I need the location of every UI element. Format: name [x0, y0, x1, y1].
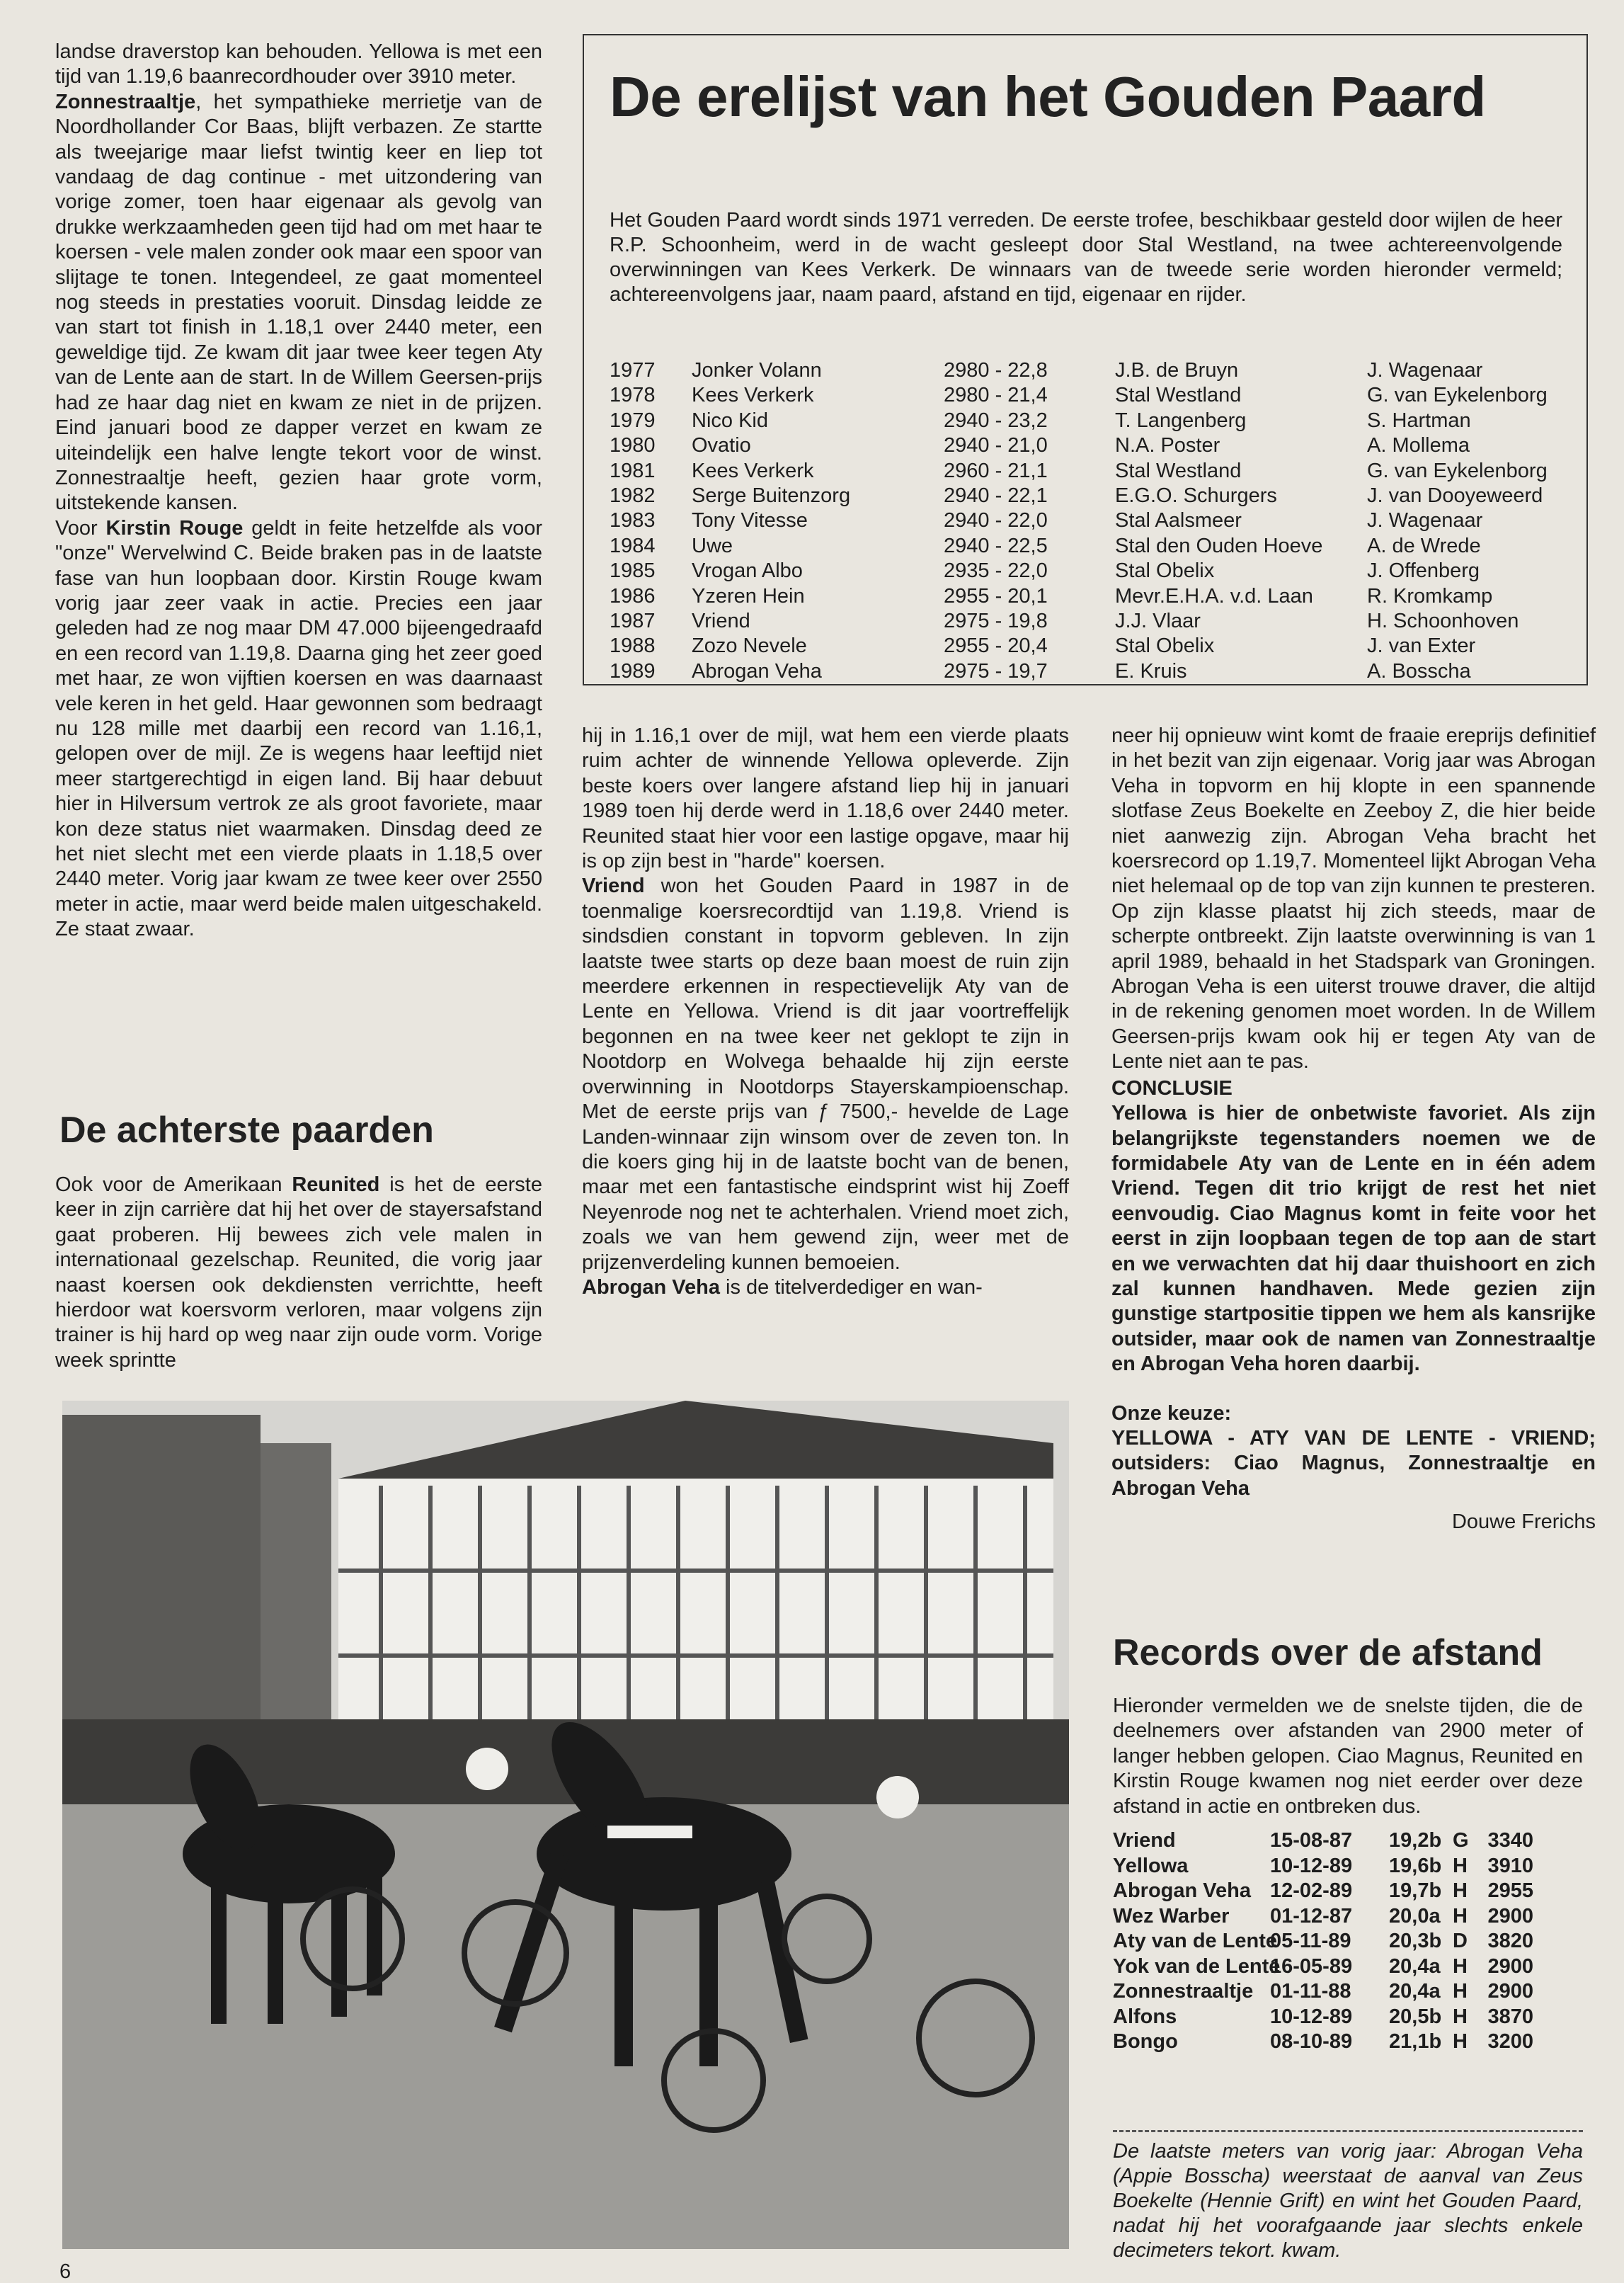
- winner-dist: 2940 - 23,2: [944, 409, 1048, 432]
- records-table: [1113, 1828, 1533, 2055]
- horse-name: Zonnestraaltje: [55, 90, 196, 113]
- winner-horse: Serge Buitenzorg: [692, 484, 851, 508]
- section-heading: [59, 1109, 434, 1151]
- record-time: 20,5b: [1389, 2005, 1442, 2028]
- winner-year: 1984: [610, 534, 656, 557]
- record-dist: 3820: [1487, 1930, 1533, 1952]
- winner-owner: Stal Westland: [1115, 384, 1242, 407]
- author: Douwe Frerichs: [1451, 1510, 1596, 1534]
- winner-year: 1978: [610, 384, 656, 407]
- winner-row: [610, 508, 1579, 533]
- page-number: 6: [59, 2260, 72, 2283]
- record-row: [1113, 2005, 1533, 2030]
- record-track: H: [1453, 1854, 1468, 1877]
- winner-row: [610, 659, 1579, 684]
- record-track: H: [1453, 1879, 1468, 1902]
- record-date: 05-11-89: [1270, 1930, 1351, 1952]
- column-middle: [582, 724, 1069, 1300]
- record-row: [1113, 1979, 1533, 2005]
- record-dist: 3200: [1487, 2030, 1533, 2053]
- winner-driver: J. Wagenaar: [1367, 509, 1483, 533]
- winner-owner: Stal den Ouden Hoeve: [1115, 534, 1323, 557]
- winner-year: 1977: [610, 359, 656, 382]
- record-track: H: [1453, 1954, 1468, 1978]
- heading-achterste-paarden: De achterste paarden: [59, 1110, 434, 1151]
- column-left-lower: [55, 1173, 542, 1373]
- record-name: Aty van de Lente: [1113, 1930, 1278, 1952]
- record-dist: 3340: [1487, 1829, 1533, 1852]
- record-dist: 2900: [1487, 1954, 1533, 1978]
- paragraph: [582, 874, 1069, 1275]
- winner-dist: 2940 - 22,5: [944, 534, 1048, 557]
- paragraph: hij in 1.16,1 over de mijl, wat hem een vierde plaats ruim achter de winnende Yellowa opleverde. Zijn beste koers over langere afstand liep hij in januari 1989 toen hij derde werd in 1.18,6 over 2440 meter. Reunited staat hier voor een lastige opgave, maar hij is op zijn best in "harde" koersen.: [582, 724, 1069, 873]
- winner-horse: Uwe: [692, 534, 733, 557]
- winner-dist: 2960 - 21,1: [944, 459, 1048, 482]
- record-row: [1113, 1879, 1533, 1904]
- winner-dist: 2975 - 19,7: [944, 659, 1048, 683]
- record-name: Zonnestraaltje: [1113, 1980, 1254, 2003]
- winner-row: [610, 559, 1579, 583]
- horse-name: Vriend: [582, 875, 645, 898]
- record-track: H: [1453, 2005, 1468, 2028]
- winner-year: 1988: [610, 634, 656, 658]
- record-time: 19,6b: [1389, 1854, 1442, 1877]
- record-track: H: [1453, 1980, 1468, 2003]
- winner-horse: Jonker Volann: [692, 359, 822, 382]
- winner-dist: 2935 - 22,0: [944, 559, 1048, 583]
- winner-year: 1987: [610, 610, 656, 633]
- record-track: H: [1453, 2030, 1468, 2053]
- winner-owner: Stal Aalsmeer: [1115, 509, 1242, 533]
- winners-table: [610, 358, 1579, 684]
- winner-year: 1982: [610, 484, 656, 508]
- winner-year: 1985: [610, 559, 656, 583]
- box-title: De erelijst van het Gouden Paard: [610, 65, 1486, 128]
- paragraph: [55, 90, 542, 516]
- winner-row: [610, 459, 1579, 484]
- record-row: [1113, 1854, 1533, 1879]
- winner-horse: Ovatio: [692, 434, 751, 457]
- winner-horse: Nico Kid: [692, 409, 768, 432]
- record-time: 20,4a: [1389, 1980, 1441, 2003]
- horse-name: Abrogan Veha: [582, 1275, 720, 1299]
- winner-dist: 2975 - 19,8: [944, 610, 1048, 633]
- paragraph-text: geldt in feite hetzelfde als voor "onze" Wervelwind C. Beide braken pas in de laatste fase van hun loopbaan door. Kirstin Rouge kwam vorig jaar zeer vaak in actie. Precies een jaar geleden had ze nog maar DM 47.000 bijeengedraafd en een record van 1.19,8. Daarna ging het zeer goed met haar, ze won vijftien koersen en was daarnaast vele keren in het geld. Haar gewonnen som bedraagt nu 128 mille met daarbij een record van 1.16,1, gelopen over de mijl. Ze is wegens haar leeftijd niet meer startgerechtigd in eigen land. Bij haar debuut hier in Hilversum vertrok ze als groot favoriete, maar kon deze status niet waarmaken. Dinsdag deed ze het niet slecht met een vierde plaats in 1.18,5 over 2440 meter. Vorig jaar kwam ze twee keer over 2550 meter in actie, maar werd beide malen uitgeschakeld. Ze staat zwaar.: [55, 516, 542, 941]
- conclusie-label: CONCLUSIE: [1111, 1076, 1233, 1100]
- photo-caption: De laatste meters van vorig jaar: Abrogan Veha (Appie Bosscha) weerstaat de aanval van Zeus Boekelte (Hennie Grift) en wint het Gouden Paard, nadat hij het voorafgaande jaar slechts enkele decimeters tekort. kwam.: [1113, 2130, 1583, 2263]
- record-name: Alfons: [1113, 2005, 1177, 2028]
- honor-roll-box: [583, 34, 1588, 685]
- winner-driver: J. van Dooyeweerd: [1367, 484, 1543, 508]
- paragraph-text: , het sympathieke merrietje van de Noordhollander Cor Baas, blijft verbazen. Ze startte als tweejarige maar liefst twintig keer en liep tot vandaag de dag continue - met uitzondering van vorige zomer, toen haar eigenaar als gevolg van drukke werkzaamheden geen tijd had om met haar te koersen - vele malen zonder ook maar een spoor van slijtage te tonen. Integendeel, ze gaat momenteel nog steeds in prestaties vooruit. Dinsdag leidde ze van start tot finish in 1.18,1 over 2440 meter, een geweldige tijd. Ze kwam dit jaar twee keer tegen Aty van de Lente aan de start. In de Willem Geersen-prijs had ze haar dag niet en kwam ze niet in de prijzen. Eind januari bood ze dapper verzet en kwam ze uiteindelijk een halve lengte tekort voor de winst. Zonnestraaltje heeft, gezien haar grote vorm, uitstekende kansen.: [55, 90, 542, 515]
- column-left: [55, 40, 542, 943]
- winner-owner: Stal Obelix: [1115, 559, 1215, 583]
- winner-owner: Mevr.E.H.A. v.d. Laan: [1115, 584, 1313, 608]
- record-date: 08-10-89: [1270, 2030, 1353, 2053]
- winner-horse: Kees Verkerk: [692, 384, 814, 407]
- winner-owner: J.B. de Bruyn: [1115, 359, 1239, 382]
- winner-dist: 2940 - 22,0: [944, 509, 1048, 533]
- horse-name: Kirstin Rouge: [105, 516, 244, 540]
- winner-row: [610, 383, 1579, 408]
- record-name: Wez Warber: [1113, 1904, 1230, 1928]
- winner-row: [610, 534, 1579, 559]
- winner-owner: Stal Westland: [1115, 459, 1242, 482]
- winner-year: 1981: [610, 459, 656, 482]
- winner-driver: S. Hartman: [1367, 409, 1471, 432]
- records-intro: [1113, 1694, 1583, 1819]
- record-time: 20,4a: [1389, 1954, 1441, 1978]
- record-time: 21,1b: [1389, 2030, 1442, 2053]
- record-track: H: [1453, 1904, 1468, 1928]
- paragraph: [582, 1275, 1069, 1300]
- winner-row: [610, 634, 1579, 659]
- winner-driver: J. Offenberg: [1367, 559, 1480, 583]
- record-name: Vriend: [1113, 1829, 1176, 1852]
- race-photo: [62, 1401, 1069, 2249]
- winner-horse: Zozo Nevele: [692, 634, 807, 658]
- record-track: G: [1453, 1829, 1469, 1852]
- records-heading: Records over de afstand: [1113, 1632, 1543, 1673]
- winner-owner: J.J. Vlaar: [1115, 610, 1201, 633]
- winner-driver: A. Bosscha: [1367, 659, 1471, 683]
- record-track: D: [1453, 1930, 1468, 1952]
- winner-horse: Vriend: [692, 610, 750, 633]
- winner-owner: T. Langenberg: [1115, 409, 1247, 432]
- winner-horse: Yzeren Hein: [692, 584, 805, 608]
- winner-year: 1979: [610, 409, 656, 432]
- winner-dist: 2940 - 21,0: [944, 434, 1048, 457]
- record-row: [1113, 2029, 1533, 2055]
- winner-driver: A. de Wrede: [1367, 534, 1481, 557]
- record-name: Yellowa: [1113, 1854, 1189, 1877]
- paragraph: landse draverstop kan behouden. Yellowa is met een tijd van 1.19,6 baanrecordhouder over 3910 meter.: [55, 40, 542, 89]
- winner-row: [610, 358, 1579, 383]
- paragraph-text: won het Gouden Paard in 1987 in de toenmalige koersrecordtijd van 1.19,8. Vriend is sindsdien constant in topvorm gebleven. In zijn laatste twee starts op deze baan moest de ruin zijn meerdere erkennen in respectievelijk Aty van de Lente en Yellowa. Vriend is dit jaar voortreffelijk begonnen en na twee keer net geklopt te zijn in Nootdorp en Wolvega behaalde hij zijn eerste overwinning in Nootdorps Stayerskampioenschap. Met de eerste prijs van ƒ 7500,- hevelde de Lage Landen-winnaar zijn winsom over de zeven ton. In die koers ging hij in de laatste bocht van de benen, maar met een fantastische eindsprint wist hij Zoeff Neyenrode nog net te achterhalen. Vriend moet zich, zoals we van hem gewend zijn, weer met de prijzenverdeling kunnen bemoeien.: [582, 875, 1069, 1274]
- keuze-text: YELLOWA - ATY VAN DE LENTE - VRIEND; outsiders: Ciao Magnus, Zonnestraaltje en Abrogan Veha: [1111, 1426, 1596, 1500]
- winner-row: [610, 484, 1579, 508]
- winner-driver: R. Kromkamp: [1367, 584, 1493, 608]
- winner-horse: Abrogan Veha: [692, 659, 822, 683]
- box-intro: Het Gouden Paard wordt sinds 1971 verreden. De eerste trofee, beschikbaar gesteld door wijlen de heer R.P. Schoonheim, werd in de wacht gesleept door Stal Westland, na twee achtereenvolgende overwinningen van Kees Verkerk. De winnaars van de tweede serie worden hieronder vermeld; achtereenvolgens jaar, naam paard, afstand en tijd, eigenaar en rijder.: [610, 209, 1562, 306]
- record-row: [1113, 1828, 1533, 1854]
- paragraph: neer hij opnieuw wint komt de fraaie ereprijs definitief in het bezit van zijn eigenaar. Vorig jaar was Abrogan Veha in topvorm en hij klopte in een spannende slotfase Zeus Boekelte en Zeeboy Z, die hier beide niet aanwezig zijn. Abrogan Veha bracht het koersrecord op 1.19,7. Momenteel lijkt Abrogan Veha niet helemaal op de top van zijn kunnen te presteren. Op zijn klasse plaatst hij zich steeds, maar de scherpte ontbreekt. Zijn laatste overwinning is van 1 april 1989, behaald in het Stadspark van Groningen. Abrogan Veha is een uiterst trouwe draver, die altijd in de rekening genomen moet worden. In de Willem Geersen-prijs kwam ook hij er tegen Aty van de Lente niet aan te pas.: [1111, 724, 1596, 1074]
- winner-dist: 2955 - 20,4: [944, 634, 1048, 658]
- record-row: [1113, 1929, 1533, 1954]
- race-photo-image: [62, 1401, 1069, 2249]
- record-date: 15-08-87: [1270, 1829, 1353, 1852]
- winner-owner: E. Kruis: [1115, 659, 1187, 683]
- record-time: 19,7b: [1389, 1879, 1442, 1902]
- winner-driver: J. Wagenaar: [1367, 359, 1483, 382]
- record-name: Abrogan Veha: [1113, 1879, 1251, 1902]
- winner-row: [610, 609, 1579, 634]
- winner-row: [610, 584, 1579, 609]
- winner-horse: Vrogan Albo: [692, 559, 803, 583]
- winner-owner: Stal Obelix: [1115, 634, 1215, 658]
- winner-owner: E.G.O. Schurgers: [1115, 484, 1277, 508]
- record-dist: 3910: [1487, 1854, 1533, 1877]
- conclusie-text: Yellowa is hier de onbetwiste favoriet. Als zijn belangrijkste tegenstanders noemen we de formidabele Aty van de Lente en in één adem Vriend. Tegen dit trio krijgt de rest het niet eenvoudig. Ciao Magnus komt in feite voor het eerst in zijn loopbaan tegen de top aan de start en we verwachten dat hij daar thuishoort en zich zal kunnen handhaven. Mede gezien zijn gunstige startpositie tippen we hem als kansrijke outsider, maar ook de namen van Zonnestraaltje en Abrogan Veha horen daarbij.: [1111, 1102, 1596, 1376]
- paragraph: [55, 516, 542, 943]
- record-date: 01-12-87: [1270, 1904, 1353, 1928]
- winner-driver: G. van Eykelenborg: [1367, 384, 1548, 407]
- paragraph-text: Voor: [55, 516, 106, 540]
- record-time: 20,0a: [1389, 1904, 1441, 1928]
- column-right: [1111, 724, 1596, 1535]
- winner-dist: 2980 - 22,8: [944, 359, 1048, 382]
- record-dist: 3870: [1487, 2005, 1533, 2028]
- winner-driver: A. Mollema: [1367, 434, 1470, 457]
- winner-year: 1980: [610, 434, 656, 457]
- horse-name: Reunited: [292, 1173, 380, 1196]
- record-date: 10-12-89: [1270, 1854, 1353, 1877]
- winner-row: [610, 433, 1579, 458]
- record-date: 12-02-89: [1270, 1879, 1353, 1902]
- paragraph: Hieronder vermelden we de snelste tijden, die de deelnemers over afstanden van 2900 meter of langer hebben gelopen. Ciao Magnus, Reunited en Kirstin Rouge kwamen nog niet eerder over deze afstand in actie en ontbreken dus.: [1113, 1695, 1583, 1818]
- winner-driver: H. Schoonhoven: [1367, 610, 1519, 633]
- paragraph-text: Ook voor de Amerikaan: [55, 1173, 292, 1196]
- winner-dist: 2955 - 20,1: [944, 584, 1048, 608]
- winner-year: 1986: [610, 584, 656, 608]
- record-row: [1113, 1954, 1533, 1980]
- paragraph-text: is het de eerste keer in zijn carrière dat hij het over de stayersafstand gaat proberen. Hij bewees zich vele malen in internationaal gezelschap. Reunited, die vorig jaar naast koersen ook dekdiensten verrichtte, heeft hierdoor wat koersvorm verloren, maar volgens zijn trainer is hij hard op weg naar zijn oude vorm. Vorige week sprintte: [55, 1173, 542, 1372]
- record-date: 16-05-89: [1270, 1954, 1353, 1978]
- paragraph-text: is de titelverdediger en wan-: [720, 1275, 983, 1299]
- record-date: 01-11-88: [1270, 1980, 1351, 2003]
- record-dist: 2955: [1487, 1879, 1533, 1902]
- winner-driver: G. van Eykelenborg: [1367, 459, 1548, 482]
- record-time: 19,2b: [1389, 1829, 1442, 1852]
- keuze-label: Onze keuze:: [1111, 1401, 1232, 1425]
- record-dist: 2900: [1487, 1904, 1533, 1928]
- record-dist: 2900: [1487, 1980, 1533, 2003]
- record-time: 20,3b: [1389, 1930, 1442, 1952]
- record-date: 10-12-89: [1270, 2005, 1353, 2028]
- winner-owner: N.A. Poster: [1115, 434, 1220, 457]
- winner-year: 1983: [610, 509, 656, 533]
- winner-horse: Tony Vitesse: [692, 509, 808, 533]
- paragraph: [55, 1173, 542, 1373]
- record-name: Bongo: [1113, 2030, 1178, 2053]
- winner-driver: J. van Exter: [1367, 634, 1476, 658]
- record-row: [1113, 1904, 1533, 1930]
- records-heading-wrap: [1113, 1632, 1543, 1674]
- winner-horse: Kees Verkerk: [692, 459, 814, 482]
- winner-dist: 2940 - 22,1: [944, 484, 1048, 508]
- winner-year: 1989: [610, 659, 656, 683]
- winner-dist: 2980 - 21,4: [944, 384, 1048, 407]
- record-name: Yok van de Lente: [1113, 1954, 1281, 1978]
- winner-row: [610, 409, 1579, 433]
